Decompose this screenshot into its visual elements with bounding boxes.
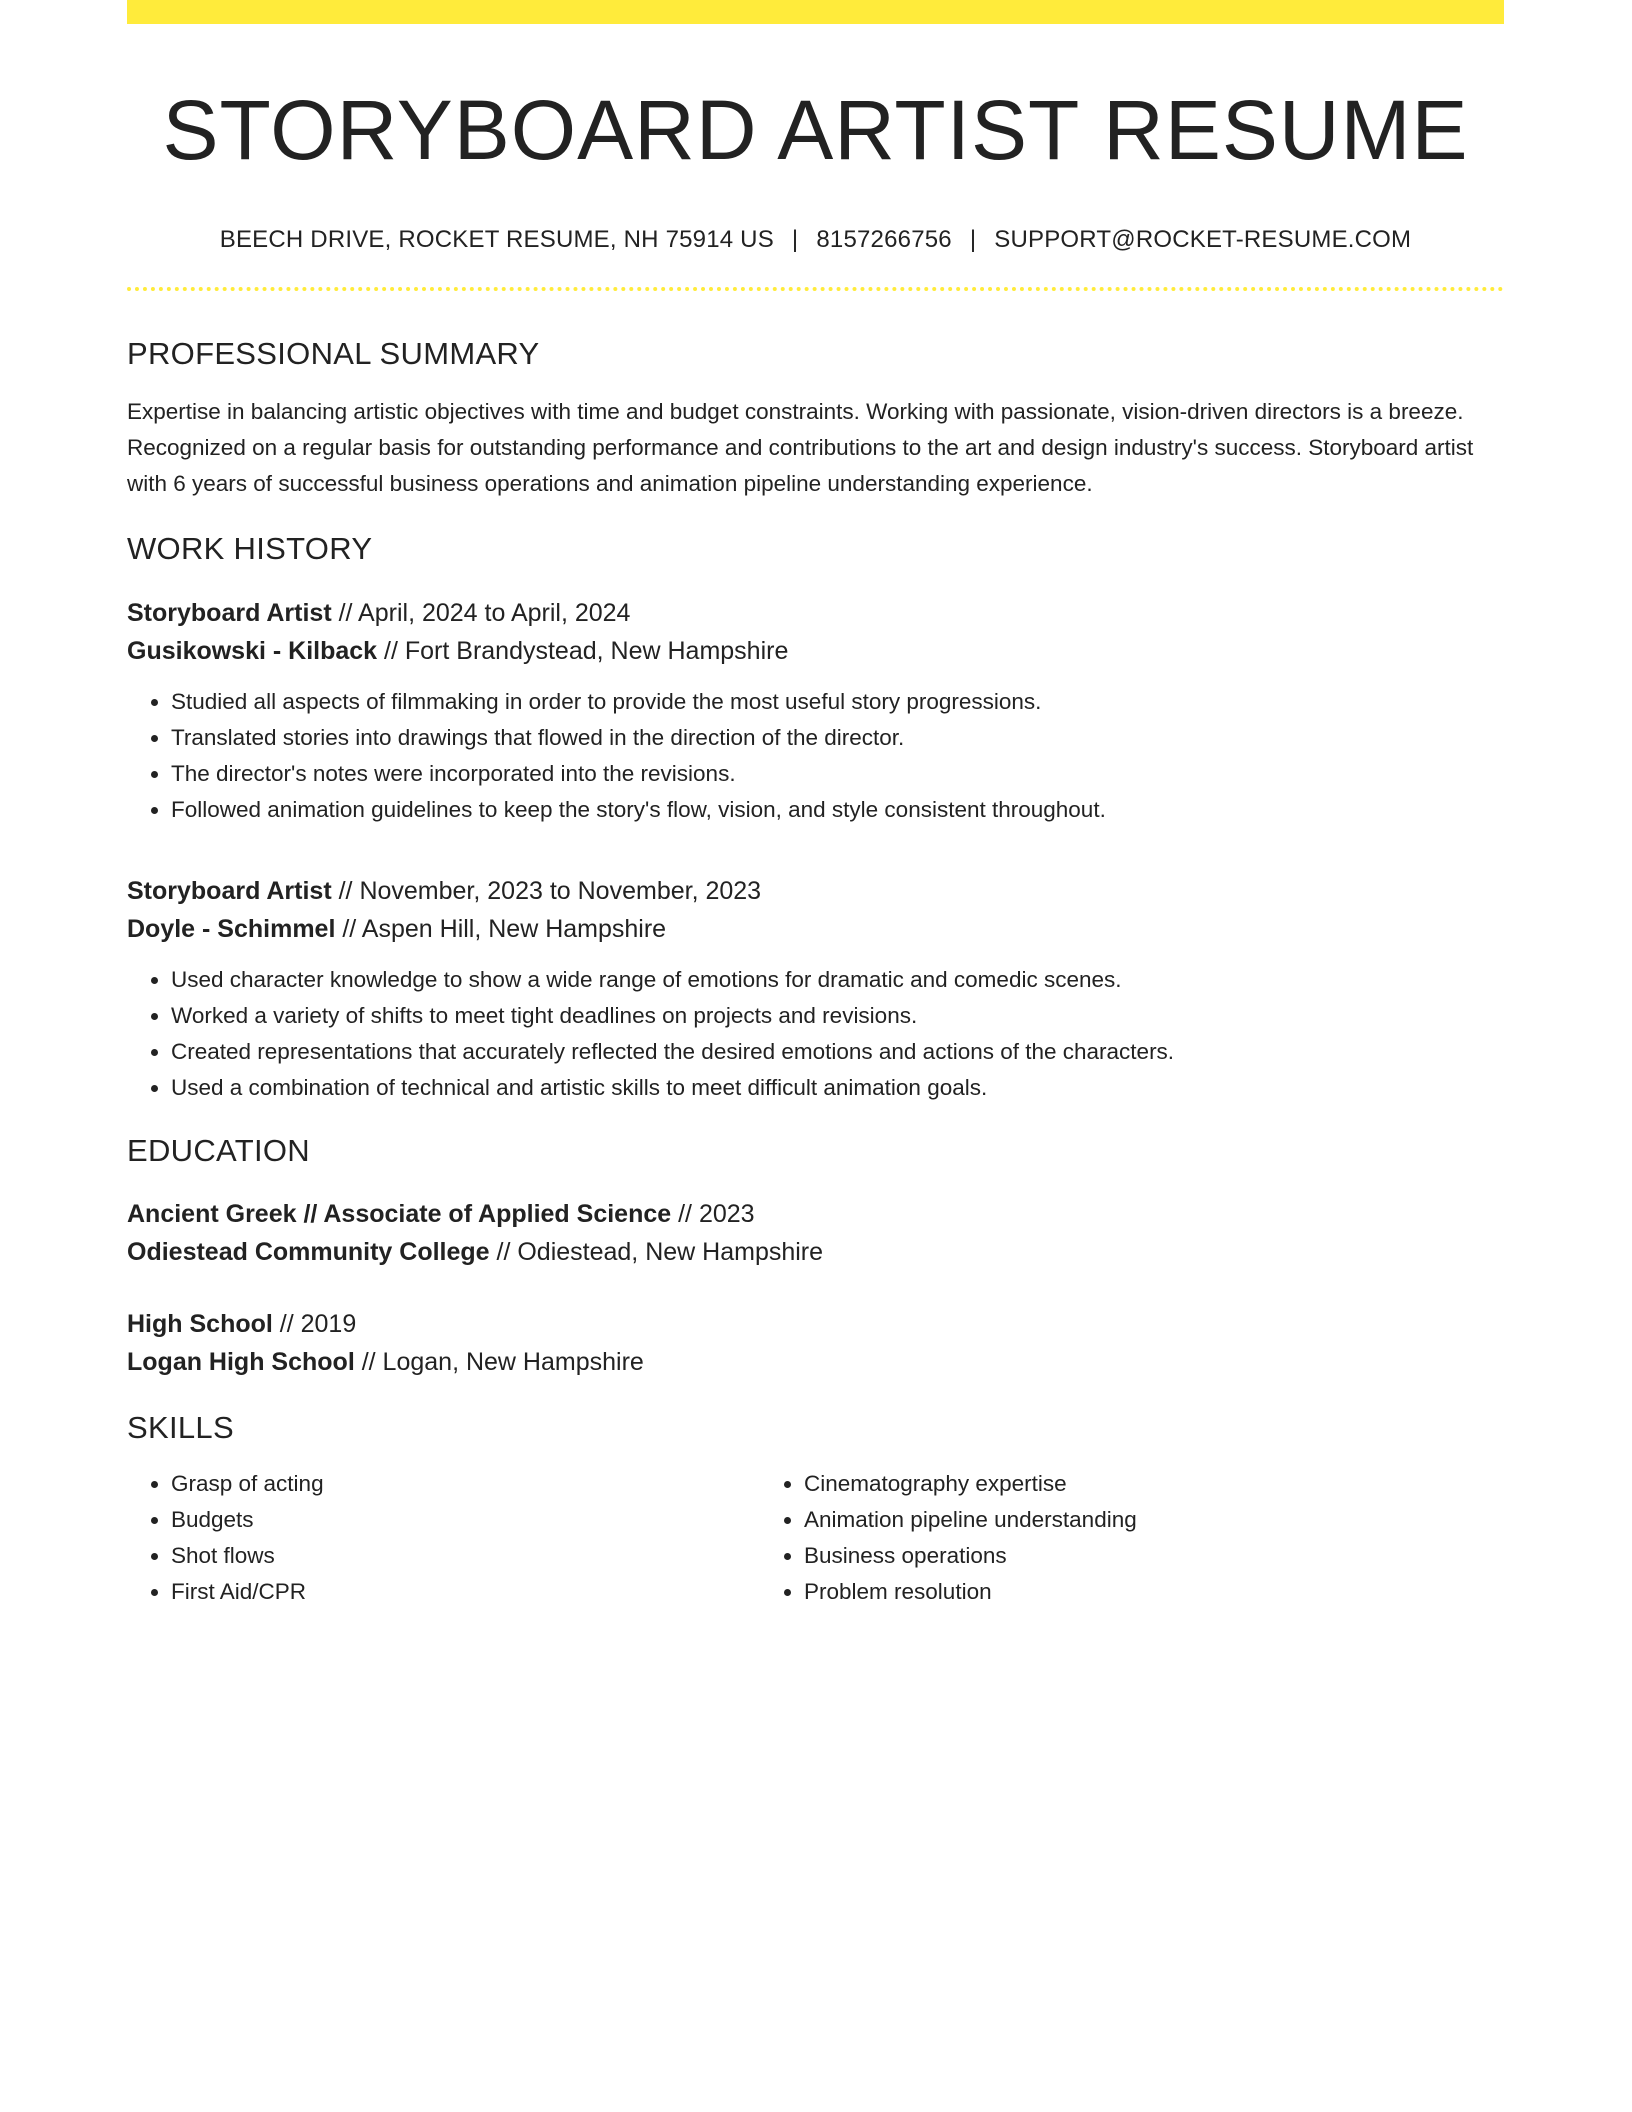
resume-page [127,0,1504,1610]
school-line [127,1233,1504,1271]
list-item: • The director's notes were incorporated into the revisions. [171,756,1504,792]
list-item: • Created representations that accurately reflected the desired emotions and actions of the characters. [171,1034,1504,1070]
job-entry [127,594,1504,828]
job-company-line [127,632,1504,670]
list-item: • Worked a variety of shifts to meet tight deadlines on projects and revisions. [171,998,1504,1034]
job-title: Storyboard Artist [127,876,332,905]
summary-heading: PROFESSIONAL SUMMARY [127,336,540,372]
resume-title: STORYBOARD ARTIST RESUME [162,83,1469,177]
skills-heading: SKILLS [127,1409,234,1445]
school-line [127,1343,1504,1381]
list-item: • Studied all aspects of filmmaking in order to provide the most useful story progressions. [171,684,1504,720]
list-item: • Shot flows [171,1538,760,1574]
summary-text: Expertise in balancing artistic objectives with time and budget constraints. Working with passionate, vision-driven directors is a breeze. Recognized on a regular basis for outstanding performance and contributions to the art and design industry's success. Storyboard artist with 6 years of successful business operations and animation pipeline understanding experience. [127,399,1474,497]
job-location: // Aspen Hill, New Hampshire [335,914,667,943]
degree-year: // 2023 [671,1199,755,1228]
contact-line [127,226,1504,255]
skills-column-right [760,1466,1393,1610]
job-title-line [127,872,1504,910]
list-item: • Used a combination of technical and artistic skills to meet difficult animation goals. [171,1070,1504,1106]
job-dates: // April, 2024 to April, 2024 [331,598,631,627]
work-history-heading: WORK HISTORY [127,531,373,567]
degree-line [127,1195,1504,1233]
contact-separator: | [969,226,977,254]
contact-phone: 8157266756 [816,226,952,254]
work-history-section [127,530,1504,1105]
degree: Ancient Greek // Associate of Applied Science [127,1199,672,1228]
list-item: • Animation pipeline understanding [804,1502,1393,1538]
job-company-line [127,910,1504,948]
list-item: • Budgets [171,1502,760,1538]
skills-column-left [127,1466,760,1610]
job-bullets [127,684,1504,828]
contact-email: SUPPORT@ROCKET-RESUME.COM [994,226,1412,254]
skills-section [127,1409,1504,1610]
skills-grid [127,1466,1504,1610]
degree-line [127,1305,1504,1343]
job-company: Doyle - Schimmel [127,914,336,943]
header-divider [127,287,1504,291]
list-item: • Cinematography expertise [804,1466,1393,1502]
degree: High School [127,1309,273,1338]
school-location: // Logan, New Hampshire [354,1347,644,1376]
list-item: • Followed animation guidelines to keep the story's flow, vision, and style consistent throughout. [171,792,1504,828]
accent-top-bar [127,0,1504,24]
list-item: • Translated stories into drawings that flowed in the direction of the director. [171,720,1504,756]
list-item: • Business operations [804,1538,1393,1574]
contact-address: BEECH DRIVE, ROCKET RESUME, NH 75914 US [219,226,774,254]
job-location: // Fort Brandystead, New Hampshire [377,636,789,665]
education-entry [127,1195,1504,1271]
job-company: Gusikowski - Kilback [127,636,378,665]
school: Logan High School [127,1347,355,1376]
contact-separator: | [791,226,799,254]
job-title: Storyboard Artist [127,598,332,627]
list-item: • Problem resolution [804,1574,1393,1610]
school-location: // Odiestead, New Hampshire [489,1237,824,1266]
school: Odiestead Community College [127,1237,490,1266]
degree-year: // 2019 [272,1309,357,1338]
summary-section [127,335,1504,502]
list-item: • First Aid/CPR [171,1574,760,1610]
education-heading: EDUCATION [127,1132,310,1168]
education-section [127,1132,1504,1381]
list-item: • Used character knowledge to show a wide range of emotions for dramatic and comedic scenes. [171,962,1504,998]
job-entry [127,872,1504,1106]
job-title-line [127,594,1504,632]
education-entry [127,1305,1504,1381]
list-item: • Grasp of acting [171,1466,760,1502]
job-bullets [127,962,1504,1106]
job-dates: // November, 2023 to November, 2023 [331,876,762,905]
